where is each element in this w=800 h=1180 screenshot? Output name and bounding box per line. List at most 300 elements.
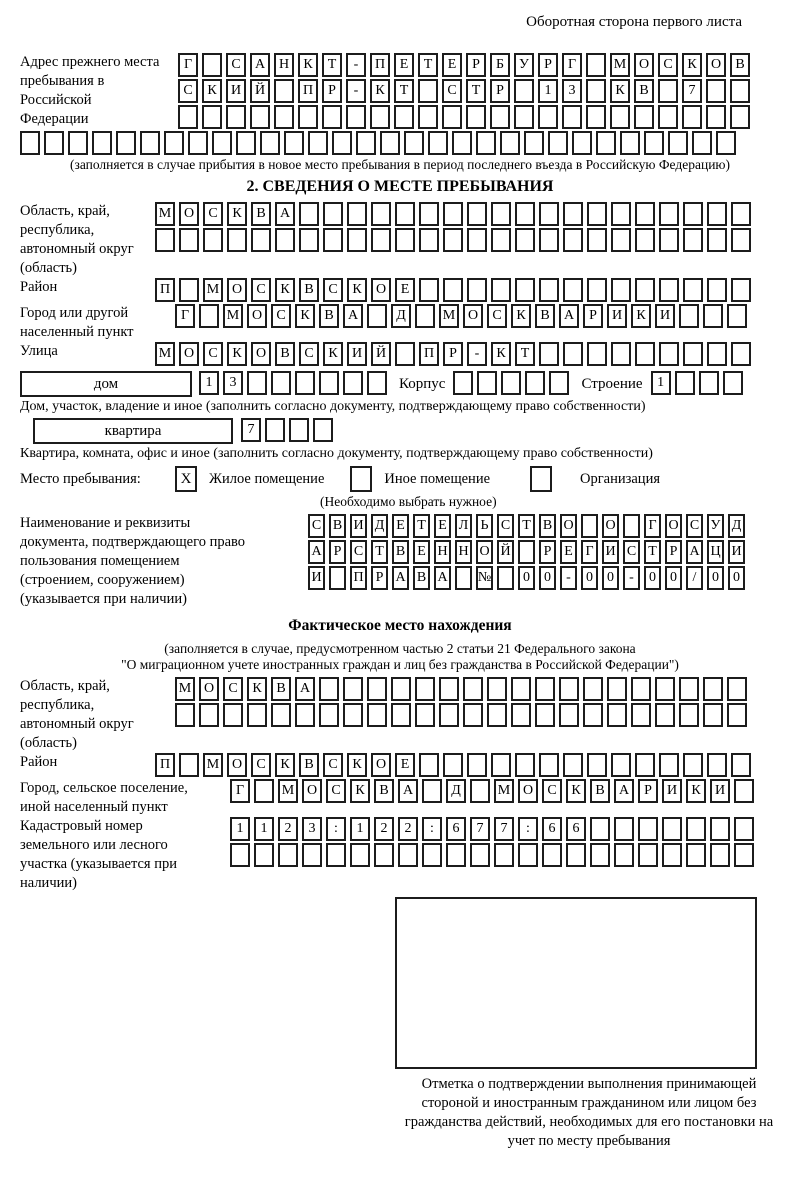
kadastr-row-2 (230, 843, 758, 869)
char-cell: Г (230, 779, 250, 803)
mesto-note: (Необходимо выбрать нужное) (320, 494, 497, 509)
fact-raion-label: Район (20, 754, 58, 770)
char-cell: А (559, 304, 579, 328)
char-cell: У (707, 514, 724, 538)
char-cell: - (346, 79, 366, 103)
mesto-label: Место пребывания: (20, 470, 141, 487)
oblast-row-2 (155, 228, 755, 254)
char-cell (371, 202, 391, 226)
char-cell: Ь (476, 514, 493, 538)
char-cell: О (634, 53, 654, 77)
fact-oblast-row-1 (175, 677, 751, 703)
char-cell: К (347, 753, 367, 777)
char-cell: О (179, 342, 199, 366)
char-cell: Е (413, 540, 430, 564)
char-cell (202, 105, 222, 129)
char-cell (356, 131, 376, 155)
char-cell: О (463, 304, 483, 328)
char-cell (563, 342, 583, 366)
char-cell: М (203, 753, 223, 777)
char-cell: Р (538, 53, 558, 77)
char-cell: С (323, 278, 343, 302)
char-cell (343, 703, 363, 727)
char-cell: Р (371, 566, 388, 590)
char-cell (350, 843, 370, 867)
char-cell (559, 677, 579, 701)
char-cell: С (326, 779, 346, 803)
char-cell (525, 371, 545, 395)
char-cell (178, 105, 198, 129)
char-cell: 1 (651, 371, 671, 395)
doc-row-2 (308, 540, 749, 566)
char-cell (491, 228, 511, 252)
char-cell (419, 228, 439, 252)
char-cell (562, 105, 582, 129)
char-cell: А (343, 304, 363, 328)
char-cell: - (467, 342, 487, 366)
char-cell (254, 779, 274, 803)
prev-address-rows (178, 53, 754, 131)
char-cell: 6 (542, 817, 562, 841)
char-cell (539, 202, 559, 226)
char-cell (518, 843, 538, 867)
char-cell: А (392, 566, 409, 590)
char-cell: Т (518, 514, 535, 538)
char-cell: Ц (707, 540, 724, 564)
char-cell (179, 278, 199, 302)
char-cell: С (271, 304, 291, 328)
char-cell (275, 228, 295, 252)
char-cell (236, 131, 256, 155)
char-cell: М (223, 304, 243, 328)
char-cell (203, 228, 223, 252)
fact-gorod-row (230, 779, 758, 805)
char-cell: Д (391, 304, 411, 328)
char-cell: С (226, 53, 246, 77)
char-cell (164, 131, 184, 155)
char-cell (68, 131, 88, 155)
char-cell: С (251, 753, 271, 777)
char-cell (703, 703, 723, 727)
dom-row (20, 371, 780, 397)
char-cell (515, 278, 535, 302)
char-cell (271, 703, 291, 727)
char-cell (515, 753, 535, 777)
char-cell: С (223, 677, 243, 701)
char-cell: А (686, 540, 703, 564)
prev-address-row-3 (178, 105, 754, 131)
char-cell: В (374, 779, 394, 803)
char-cell: В (392, 540, 409, 564)
char-cell: М (155, 202, 175, 226)
char-cell: С (623, 540, 640, 564)
char-cell: Н (274, 53, 294, 77)
char-cell: О (602, 514, 619, 538)
char-cell: В (319, 304, 339, 328)
char-cell: О (665, 514, 682, 538)
char-cell: К (682, 53, 702, 77)
char-cell: Г (175, 304, 195, 328)
char-cell (443, 278, 463, 302)
char-cell (710, 817, 730, 841)
char-cell (587, 278, 607, 302)
page-side-note: Оборотная сторона первого листа (526, 14, 742, 30)
char-cell (265, 418, 285, 442)
char-cell (452, 131, 472, 155)
char-cell (418, 79, 438, 103)
char-cell (658, 79, 678, 103)
char-cell: П (350, 566, 367, 590)
char-cell: 0 (539, 566, 556, 590)
char-cell (683, 342, 703, 366)
char-cell (299, 228, 319, 252)
char-cell (487, 703, 507, 727)
char-cell (559, 703, 579, 727)
mesto-option-inoe-checkbox (350, 466, 372, 492)
char-cell (155, 228, 175, 252)
char-cell (419, 753, 439, 777)
char-cell: Т (466, 79, 486, 103)
char-cell (581, 514, 598, 538)
char-cell (727, 677, 747, 701)
char-cell: 3 (302, 817, 322, 841)
char-cell: О (247, 304, 267, 328)
char-cell (491, 753, 511, 777)
char-cell: С (658, 53, 678, 77)
char-cell (710, 843, 730, 867)
doc-label: Наименование и реквизиты документа, подтверждающего право пользования помещением (строением, сооружением) (указывается при наличии) (20, 515, 246, 607)
gorod-label: Город или другой населенный пункт (20, 305, 134, 340)
fact-oblast-row-2 (175, 703, 751, 729)
char-cell (583, 677, 603, 701)
field-raion (20, 278, 780, 304)
char-cell: К (295, 304, 315, 328)
char-cell (611, 753, 631, 777)
char-cell (491, 202, 511, 226)
doc-row-1 (308, 514, 749, 540)
char-cell: И (607, 304, 627, 328)
char-cell (175, 703, 195, 727)
char-cell (442, 105, 462, 129)
char-cell: С (308, 514, 325, 538)
char-cell: Н (455, 540, 472, 564)
char-cell: В (299, 278, 319, 302)
char-cell (343, 677, 363, 701)
char-cell (428, 131, 448, 155)
char-cell: 7 (470, 817, 490, 841)
char-cell: 1 (350, 817, 370, 841)
char-cell: Т (515, 342, 535, 366)
char-cell (596, 131, 616, 155)
char-cell (635, 202, 655, 226)
char-cell (223, 703, 243, 727)
char-cell: О (227, 278, 247, 302)
kvartira-row (20, 418, 780, 444)
dom-box: дом (20, 371, 192, 397)
char-cell: Р (665, 540, 682, 564)
char-cell: М (175, 677, 195, 701)
char-cell: К (247, 677, 267, 701)
char-cell (638, 817, 658, 841)
char-cell: К (275, 278, 295, 302)
char-cell: Т (413, 514, 430, 538)
char-cell (295, 371, 315, 395)
char-cell (202, 53, 222, 77)
char-cell: 1 (254, 817, 274, 841)
char-cell (548, 131, 568, 155)
char-cell: К (227, 342, 247, 366)
kvartira-note: Квартира, комната, офис и иное (заполнить согласно документу, подтверждающему право собственности) (20, 446, 653, 461)
kvartira-box: квартира (33, 418, 233, 444)
prev-address-row-1 (178, 53, 754, 79)
char-cell: 6 (446, 817, 466, 841)
char-cell: С (203, 342, 223, 366)
char-cell (466, 105, 486, 129)
char-cell: В (539, 514, 556, 538)
char-cell: 0 (581, 566, 598, 590)
char-cell (470, 843, 490, 867)
fact-note-1: (заполняется в случае, предусмотренном частью 2 статьи 21 Федерального закона (164, 641, 636, 656)
char-cell: С (251, 278, 271, 302)
char-cell (586, 105, 606, 129)
char-cell: О (706, 53, 726, 77)
char-cell: И (308, 566, 325, 590)
char-cell (644, 131, 664, 155)
char-cell (635, 278, 655, 302)
char-cell (251, 228, 271, 252)
char-cell (539, 228, 559, 252)
char-cell (497, 566, 514, 590)
char-cell (692, 131, 712, 155)
char-cell: 0 (518, 566, 535, 590)
char-cell (20, 131, 40, 155)
char-cell (298, 105, 318, 129)
char-cell: К (275, 753, 295, 777)
char-cell (254, 843, 274, 867)
char-cell: Д (371, 514, 388, 538)
char-cell (467, 202, 487, 226)
char-cell (511, 677, 531, 701)
stamp-caption: Отметка о подтверждении выполнения принимающей стороной и иностранным гражданином или лицом без гражданства действий, необходимых для его постановки на учет по месту пребывания (404, 1076, 774, 1149)
char-cell (260, 131, 280, 155)
char-cell (44, 131, 64, 155)
char-cell: К (227, 202, 247, 226)
char-cell: К (202, 79, 222, 103)
char-cell (463, 677, 483, 701)
char-cell: - (560, 566, 577, 590)
char-cell: И (662, 779, 682, 803)
char-cell: О (179, 202, 199, 226)
char-cell: - (623, 566, 640, 590)
char-cell (116, 131, 136, 155)
char-cell (415, 304, 435, 328)
char-cell: К (610, 79, 630, 103)
char-cell: 0 (707, 566, 724, 590)
char-cell: 3 (223, 371, 243, 395)
char-cell (631, 703, 651, 727)
char-cell: А (250, 53, 270, 77)
char-cell (682, 105, 702, 129)
char-cell: : (422, 817, 442, 841)
char-cell (542, 843, 562, 867)
char-cell: Т (418, 53, 438, 77)
field-gorod (20, 304, 780, 342)
char-cell: О (227, 753, 247, 777)
char-cell (611, 278, 631, 302)
char-cell: К (350, 779, 370, 803)
char-cell (329, 566, 346, 590)
char-cell (518, 540, 535, 564)
char-cell (610, 105, 630, 129)
char-cell (734, 843, 754, 867)
char-cell: Н (434, 540, 451, 564)
char-cell (319, 371, 339, 395)
mesto-option-org-label: Организация (580, 470, 660, 487)
char-cell (439, 703, 459, 727)
field-kadastr (20, 817, 780, 893)
fact-raion-row (155, 753, 755, 779)
char-cell (515, 228, 535, 252)
char-cell (477, 371, 497, 395)
char-cell (313, 418, 333, 442)
oblast-row-1 (155, 202, 755, 228)
char-cell (703, 677, 723, 701)
char-cell: С (487, 304, 507, 328)
char-cell (295, 703, 315, 727)
char-cell (467, 278, 487, 302)
char-cell (395, 202, 415, 226)
char-cell: - (346, 53, 366, 77)
char-cell (679, 677, 699, 701)
ulitsa-label: Улица (20, 343, 58, 359)
mesto-option-inoe-label: Иное помещение (384, 470, 491, 487)
char-cell (734, 779, 754, 803)
char-cell: 0 (728, 566, 745, 590)
char-cell: М (278, 779, 298, 803)
char-cell (467, 753, 487, 777)
char-cell: № (476, 566, 493, 590)
char-cell: М (203, 278, 223, 302)
char-cell: О (251, 342, 271, 366)
char-cell (299, 202, 319, 226)
char-cell (587, 753, 607, 777)
char-cell (404, 131, 424, 155)
char-cell (308, 131, 328, 155)
char-cell (723, 371, 743, 395)
char-cell (371, 228, 391, 252)
char-cell (367, 304, 387, 328)
dom-cells (199, 371, 391, 397)
char-cell: И (350, 514, 367, 538)
char-cell (730, 79, 750, 103)
char-cell: В (730, 53, 750, 77)
kadastr-label: Кадастровый номер земельного или лесного участка (указывается при наличии) (20, 818, 177, 891)
char-cell (323, 228, 343, 252)
char-cell (539, 278, 559, 302)
char-cell: Р (329, 540, 346, 564)
char-cell: Р (322, 79, 342, 103)
char-cell: / (686, 566, 703, 590)
char-cell: А (308, 540, 325, 564)
char-cell (367, 371, 387, 395)
field-prev-address (20, 53, 780, 131)
char-cell (422, 843, 442, 867)
field-oblast (20, 202, 780, 278)
char-cell (535, 703, 555, 727)
char-cell (659, 278, 679, 302)
char-cell (638, 843, 658, 867)
char-cell (706, 79, 726, 103)
char-cell: С (497, 514, 514, 538)
char-cell: М (439, 304, 459, 328)
char-cell: 1 (538, 79, 558, 103)
char-cell: Т (322, 53, 342, 77)
oblast-label: Область, край, республика, автономный округ (область) (20, 203, 134, 276)
char-cell (707, 278, 727, 302)
char-cell: Й (250, 79, 270, 103)
char-cell: П (370, 53, 390, 77)
char-cell (274, 79, 294, 103)
char-cell (323, 202, 343, 226)
char-cell: С (178, 79, 198, 103)
char-cell (716, 131, 736, 155)
char-cell: 2 (398, 817, 418, 841)
char-cell (590, 817, 610, 841)
char-cell (586, 53, 606, 77)
mesto-option-zhiloe-checkbox: X (175, 466, 197, 492)
char-cell: 7 (494, 817, 514, 841)
char-cell: О (518, 779, 538, 803)
char-cell (731, 342, 751, 366)
char-cell (587, 342, 607, 366)
char-cell (332, 131, 352, 155)
char-cell: Р (638, 779, 658, 803)
mesto-option-zhiloe-label: Жилое помещение (209, 470, 325, 487)
char-cell (686, 843, 706, 867)
stroenie-cells (651, 371, 747, 397)
char-cell: С (442, 79, 462, 103)
char-cell (398, 843, 418, 867)
char-cell: Р (490, 79, 510, 103)
char-cell: Т (394, 79, 414, 103)
char-cell: А (614, 779, 634, 803)
char-cell (727, 304, 747, 328)
char-cell (514, 105, 534, 129)
char-cell (620, 131, 640, 155)
field-doc (20, 514, 780, 609)
char-cell (590, 843, 610, 867)
field-ulitsa (20, 342, 780, 368)
char-cell (347, 202, 367, 226)
char-cell (319, 677, 339, 701)
char-cell (631, 677, 651, 701)
char-cell: У (514, 53, 534, 77)
char-cell: О (199, 677, 219, 701)
fact-oblast-label: Область, край, республика, автономный округ (область) (20, 678, 134, 751)
char-cell: 3 (562, 79, 582, 103)
char-cell (487, 677, 507, 701)
char-cell: В (590, 779, 610, 803)
char-cell (501, 371, 521, 395)
char-cell (623, 514, 640, 538)
char-cell (326, 843, 346, 867)
char-cell (727, 703, 747, 727)
char-cell: 0 (665, 566, 682, 590)
korpus-label: Корпус (399, 376, 446, 392)
korpus-cells (453, 371, 573, 397)
char-cell (731, 228, 751, 252)
char-cell: В (329, 514, 346, 538)
